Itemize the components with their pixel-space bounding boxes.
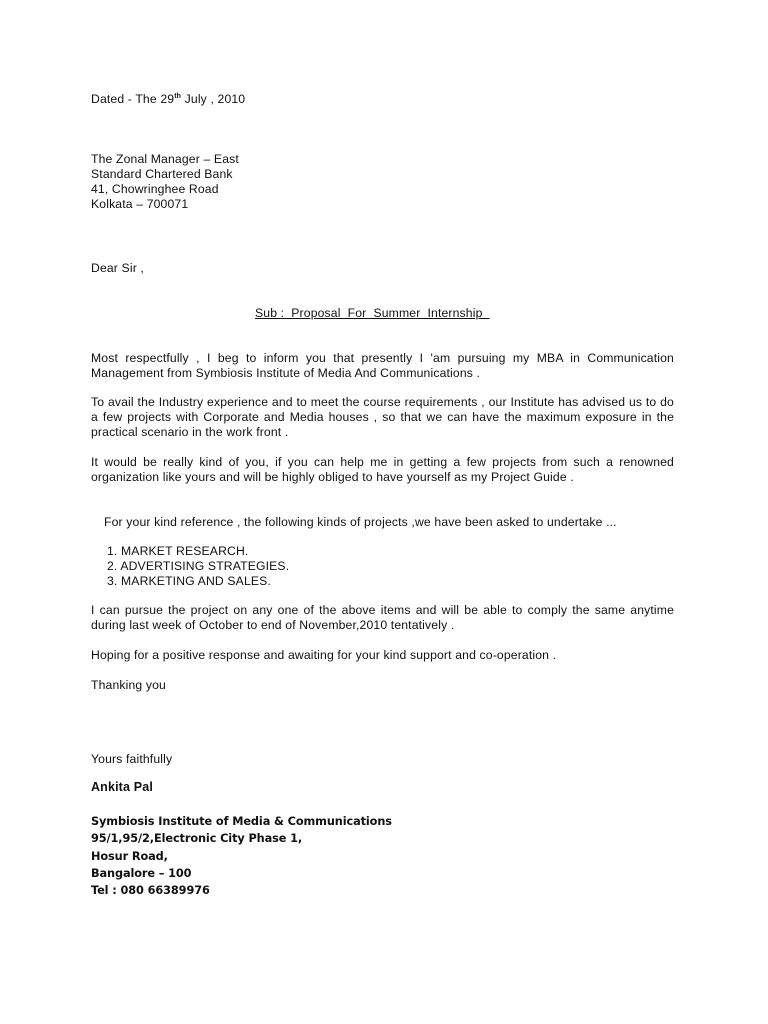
- date-text: Dated - The 29: [91, 92, 175, 106]
- signature-name: Ankita Pal: [91, 780, 153, 794]
- sender-address-line-2: Hosur Road,: [91, 849, 168, 863]
- project-item-2: 2. ADVERTISING STRATEGIES.: [107, 559, 290, 573]
- sender-institute: Symbiosis Institute of Media & Communications: [91, 815, 392, 828]
- project-item-3: 3. MARKETING AND SALES.: [107, 574, 271, 588]
- hoping-line: Hoping for a positive response and awaiting for your kind support and co-operation .: [91, 648, 557, 662]
- date-ordinal-suffix: th: [174, 93, 182, 100]
- recipient-line-1: The Zonal Manager – East: [91, 152, 239, 166]
- reference-line: For your kind reference , the following kinds of projects ,we have been asked to undertake ...: [104, 515, 617, 529]
- closing-paragraph: I can pursue the project on any one of the above items and will be able to comply the same anytime during last week of October to end of November,2010 tentatively .: [91, 603, 674, 632]
- salutation: Dear Sir ,: [91, 261, 144, 275]
- recipient-line-3: 41, Chowringhee Road: [91, 182, 219, 196]
- subject-line: Sub : Proposal For Summer Internship: [255, 306, 490, 320]
- project-item-1: 1. MARKET RESEARCH.: [107, 544, 249, 558]
- sender-city: Bangalore – 100: [91, 866, 192, 880]
- sender-address-block: [91, 813, 392, 899]
- date-month-year: July , 2010: [181, 92, 246, 106]
- thanking-line: Thanking you: [91, 678, 166, 692]
- recipient-line-2: Standard Chartered Bank: [91, 167, 233, 181]
- date-line: [91, 92, 245, 107]
- sender-address-line-1: 95/1,95/2,Electronic City Phase 1,: [91, 832, 303, 846]
- paragraph-2: To avail the Industry experience and to meet the course requirements , our Institute has advised us to do a few projects with Corporate and Media houses , so that we can have the maximum exposure in the practical scenario in the work front .: [91, 395, 674, 439]
- recipient-line-4: Kolkata – 700071: [91, 197, 189, 211]
- valediction: Yours faithfully: [91, 752, 173, 766]
- sender-telephone: Tel : 080 66389976: [91, 884, 210, 898]
- paragraph-3: It would be really kind of you, if you can help me in getting a few projects from such a renowned organization like yours and will be highly obliged to have yourself as my Project Guide .: [91, 455, 674, 484]
- paragraph-1: Most respectfully , I beg to inform you that presently I 'am pursuing my MBA in Communication Management from Symbiosis Institute of Media And Communications .: [91, 351, 674, 380]
